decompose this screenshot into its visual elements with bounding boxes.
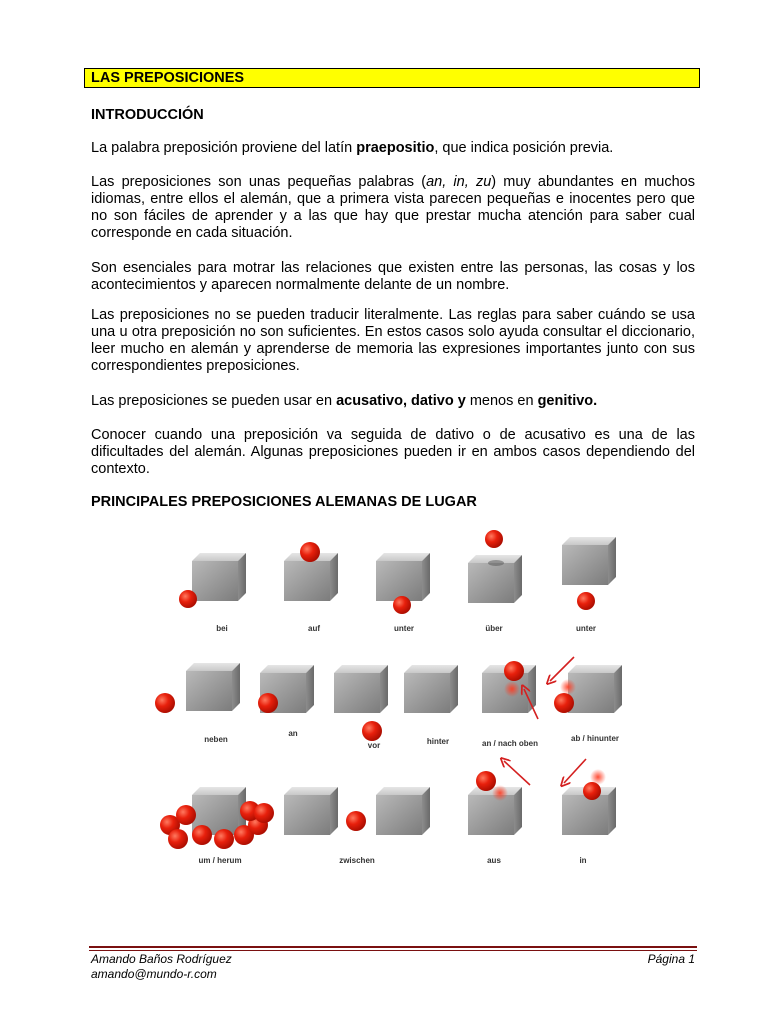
paragraph-2: Las preposiciones son unas pequeñas palabras (an, in, zu) muy abundantes en muchos idiomas, entre ellos el alemán, que a primera vista parecen pequeñas e inocentes pero que no son fáciles de aprender y a las que hay que prestar mucha atención para saber cual corresponde en cada situación.	[91, 174, 696, 241]
label-ueber: über	[485, 624, 503, 633]
cube-neben	[155, 663, 240, 713]
label-in: in	[579, 856, 587, 865]
label-an: an	[288, 729, 298, 738]
cube-unter	[376, 553, 430, 614]
label-neben: neben	[204, 735, 228, 744]
cube-ab-hinunter	[550, 657, 622, 713]
label-ab-hinunter: ab / hinunter	[571, 734, 619, 743]
cube-um-herum	[160, 787, 274, 849]
footer-divider	[89, 946, 697, 948]
footer-email: amando@mundo-r.com	[91, 967, 217, 981]
cube-an-nach-oben	[482, 661, 538, 719]
label-hinter: hinter	[426, 737, 450, 746]
footer-author: Amando Baños Rodríguez	[91, 952, 232, 966]
label-an-nach-oben: an / nach oben	[481, 739, 539, 748]
label-unter: unter	[394, 624, 414, 633]
label-auf: auf	[308, 624, 320, 633]
footer-divider-thin	[89, 950, 697, 951]
label-unter-2: unter	[576, 624, 596, 633]
paragraph-5: Las preposiciones se pueden usar en acusativo, dativo y menos en genitivo.	[91, 393, 598, 409]
section-heading-preposiciones-lugar: PRINCIPALES PREPOSICIONES ALEMANAS DE LUGAR	[91, 494, 477, 510]
label-bei: bei	[216, 624, 228, 633]
label-um-herum: um / herum	[198, 856, 242, 865]
cube-hinter	[404, 665, 458, 713]
footer-page-number: Página 1	[647, 952, 695, 966]
cube-vor	[334, 665, 388, 741]
prepositions-illustration-svg	[140, 525, 640, 880]
document-title: LAS PREPOSICIONES	[84, 68, 700, 88]
cube-aus	[468, 761, 530, 835]
paragraph-3: Son esenciales para motrar las relaciones que existen entre las personas, las cosas y los acontecimientos y aparecen normalmente delante de un nombre.	[91, 260, 695, 293]
cube-ueber	[468, 530, 522, 603]
paragraph-4: Las preposiciones no se pueden traducir literalmente. Las reglas para saber cuándo se usa una u otra preposición no son suficientes. En estos casos solo ayuda consultar el diccionario, leer mucho en alemán y aprenderse de memoria las expresiones importantes junto con sus correspondientes preposiciones.	[91, 307, 695, 374]
cube-in	[562, 759, 616, 835]
cube-unter-2	[562, 537, 616, 610]
cube-an	[258, 665, 314, 713]
paragraph-1: La palabra preposición proviene del latín praepositio, que indica posición previa.	[91, 140, 614, 156]
section-heading-introduccion: INTRODUCCIÓN	[91, 107, 204, 123]
label-vor: vor	[367, 741, 381, 750]
paragraph-6: Conocer cuando una preposición va seguida de dativo o de acusativo es una de las dificultades del alemán. Algunas preposiciones pueden ir en ambos casos dependiendo del contexto.	[91, 427, 695, 477]
label-aus: aus	[487, 856, 501, 865]
cube-bei	[179, 553, 246, 608]
cube-zwischen	[284, 787, 430, 835]
cube-auf	[284, 542, 338, 601]
prepositions-illustration	[140, 525, 640, 880]
label-zwischen: zwischen	[339, 856, 375, 865]
